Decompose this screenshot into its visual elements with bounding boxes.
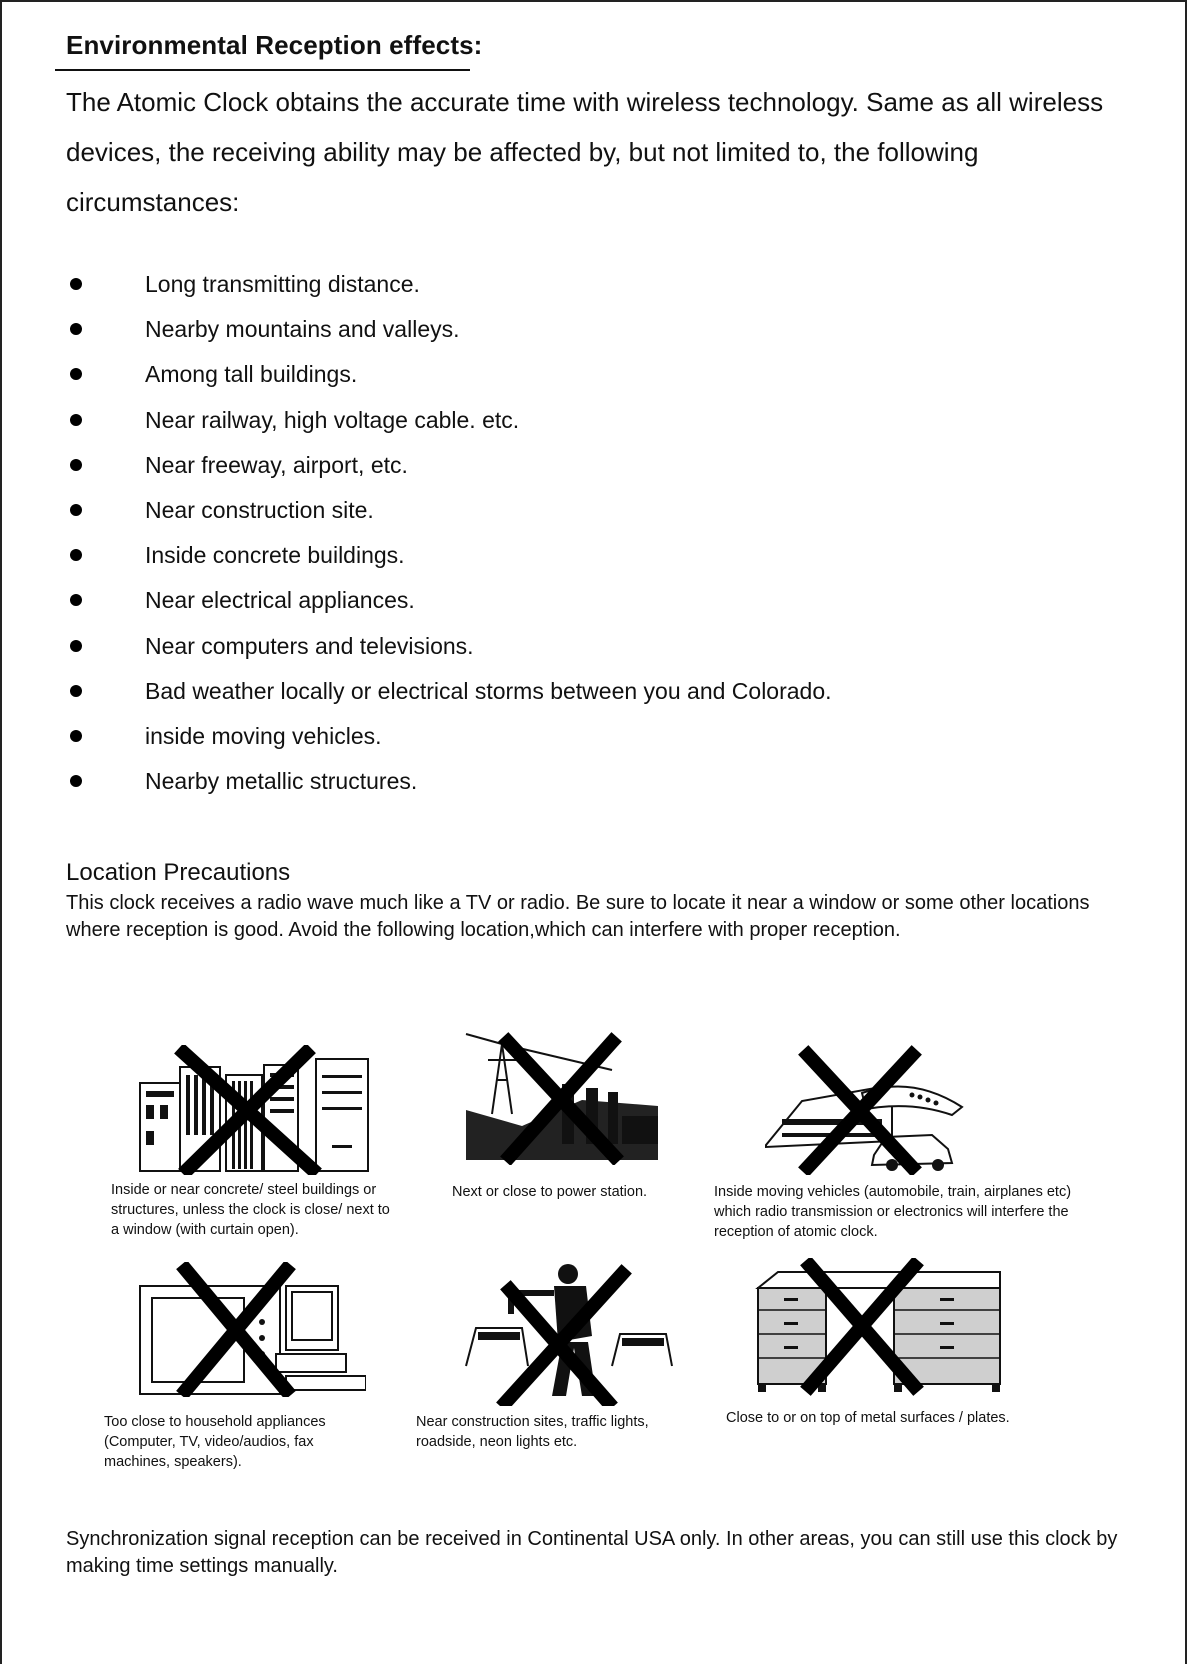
figure-caption: Near construction sites, traffic lights, roadside, neon lights etc.: [416, 1414, 649, 1450]
bullet-dot: [70, 278, 82, 290]
location-precautions-title: Location Precautions: [66, 859, 291, 886]
figure-caption: Next or close to power station.: [452, 1184, 648, 1200]
list-item-text: Nearby mountains and valleys.: [145, 316, 460, 343]
appliances-icon: [136, 1262, 366, 1397]
list-item: [0, 398, 1190, 443]
list-item-text: inside moving vehicles.: [145, 722, 382, 749]
footer-note: Synchronization signal reception can be received in Continental USA only. In other areas, you can still use this clock by making time settings manually.: [66, 1528, 1118, 1577]
bullet-dot: [70, 323, 82, 335]
bullet-dot: [70, 368, 82, 380]
bullet-dot: [70, 504, 82, 516]
construction-icon: [458, 1256, 678, 1406]
circumstances-list: [0, 262, 1190, 804]
list-item-text: Near railway, high voltage cable. etc.: [145, 406, 520, 433]
list-item: [0, 262, 1190, 307]
list-item-text: Nearby metallic structures.: [145, 768, 418, 795]
bullet-dot: [70, 730, 82, 742]
list-item: [0, 533, 1190, 578]
figure-caption: Inside moving vehicles (automobile, train, airplanes etc) which radio transmission or electronics will interfere the reception of atomic clock.: [714, 1184, 1072, 1240]
page-heading: Environmental Reception effects:: [66, 30, 483, 60]
figure-caption: Inside or near concrete/ steel buildings or structures, unless the clock is close/ next to a window (with curtain open).: [111, 1182, 390, 1238]
list-item-text: Long transmitting distance.: [145, 271, 420, 297]
list-item: [0, 669, 1190, 714]
list-item: [0, 578, 1190, 623]
list-item: [0, 307, 1190, 352]
bullet-dot: [70, 775, 82, 787]
list-item-text: Among tall buildings.: [145, 361, 358, 388]
list-item: [0, 624, 1190, 669]
vehicles-icon: [762, 1045, 992, 1175]
list-item-text: Bad weather locally or electrical storms between you and Colorado.: [145, 677, 832, 704]
list-item: [0, 443, 1190, 488]
location-precautions-body: This clock receives a radio wave much like a TV or radio. Be sure to locate it near a window or some other locations where reception is good. Avoid the following location,which can interfere with proper reception.: [66, 892, 1090, 941]
list-item-text: Near electrical appliances.: [145, 587, 415, 614]
list-item-text: Near construction site.: [145, 496, 374, 523]
metal-desk-icon: [754, 1258, 1004, 1398]
bullet-dot: [70, 459, 82, 471]
list-item: [0, 488, 1190, 533]
bullet-dot: [70, 414, 82, 426]
bullet-dot: [70, 640, 82, 652]
list-item: [0, 352, 1190, 397]
intro-paragraph: The Atomic Clock obtains the accurate time with wireless technology. Same as all wireless devices, the receiving ability may be affected by, but not limited to, the following circumstances:: [66, 87, 1104, 217]
figure-caption: Close to or on top of metal surfaces / plates.: [726, 1410, 1010, 1426]
bullet-dot: [70, 685, 82, 697]
list-item-text: Inside concrete buildings.: [145, 542, 405, 569]
list-item: [0, 714, 1190, 759]
list-item-text: Near freeway, airport, etc.: [145, 451, 408, 478]
list-item: [0, 759, 1190, 804]
buildings-icon: [136, 1045, 376, 1175]
heading-underline: [55, 69, 470, 71]
power-station-icon: [462, 1030, 662, 1165]
figure-caption: Too close to household appliances (Computer, TV, video/audios, fax machines, speakers).: [104, 1414, 326, 1470]
bullet-dot: [70, 594, 82, 606]
bullet-dot: [70, 549, 82, 561]
list-item-text: Near computers and televisions.: [145, 632, 474, 659]
